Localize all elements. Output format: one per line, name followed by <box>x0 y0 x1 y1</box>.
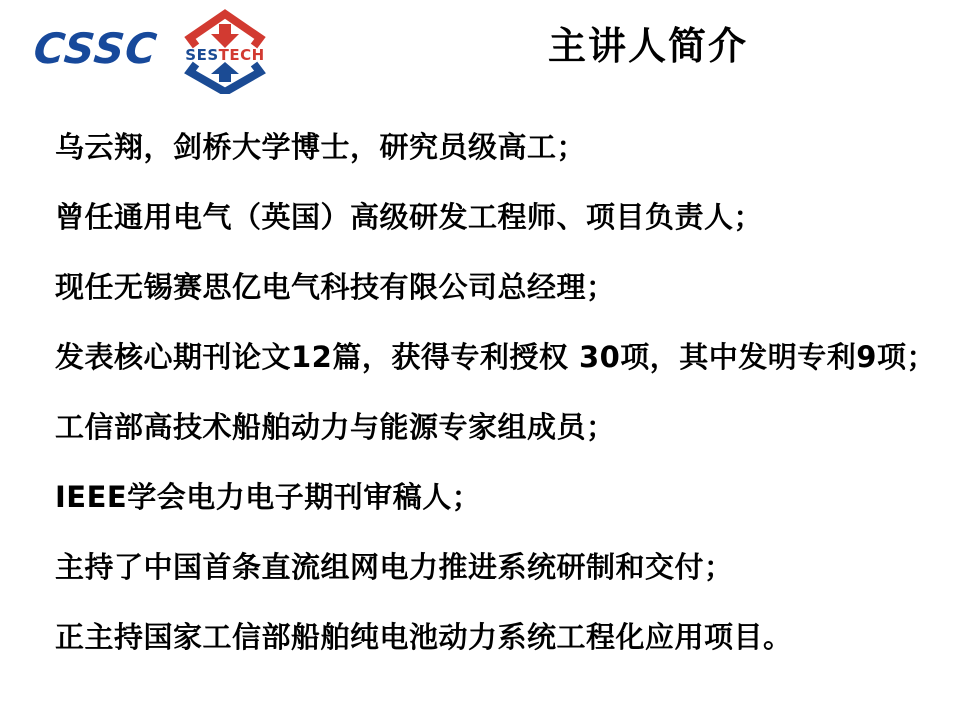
cssc-logo: CSSC <box>31 24 160 73</box>
sestech-logo-text-ses: SES <box>185 46 219 64</box>
bio-line-battery-project: 正主持国家工信部船舶纯电池动力系统工程化应用项目。 <box>55 620 793 654</box>
speaker-bio-list <box>55 112 935 672</box>
page-title: 主讲人简介 <box>548 24 749 68</box>
bio-line-current-position: 现任无锡赛思亿电气科技有限公司总经理； <box>55 270 616 304</box>
bio-line-publications: 发表核心期刊论文12篇，获得专利授权 30项，其中发明专利9项； <box>55 340 936 374</box>
sestech-logo-text-tech: TECH <box>218 46 265 64</box>
sestech-logo <box>172 8 278 94</box>
bio-line-dc-grid-project: 主持了中国首条直流组网电力推进系统研制和交付； <box>55 550 734 584</box>
bio-line-ieee-reviewer: IEEE学会电力电子期刊审稿人； <box>55 480 482 514</box>
sestech-logo-wordmark <box>172 46 278 64</box>
bio-line-former-position: 曾任通用电气（英国）高级研发工程师、项目负责人； <box>55 200 764 234</box>
bio-line-name-degree: 乌云翔，剑桥大学博士，研究员级高工； <box>55 130 587 164</box>
bio-line-expert-group: 工信部高技术船舶动力与能源专家组成员； <box>55 410 616 444</box>
